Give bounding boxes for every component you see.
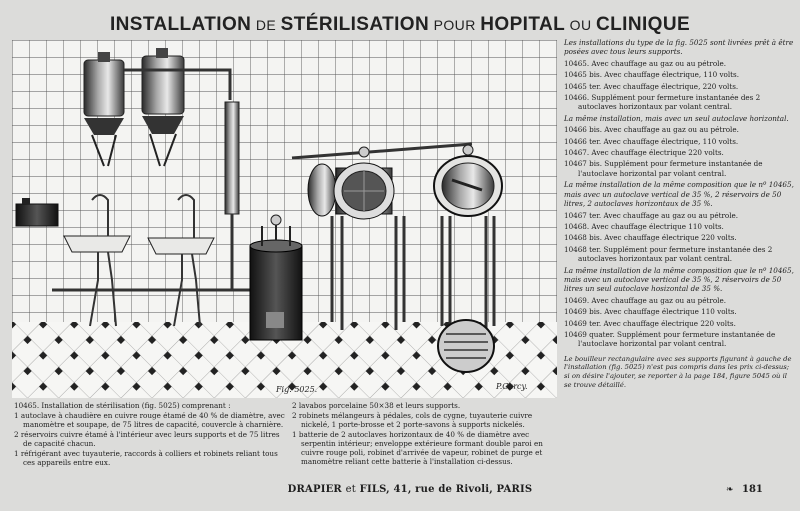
composition-heading: 10465. Installation de stérilisation (fig. 5025) comprenant :	[14, 401, 231, 410]
title-word: DE	[255, 17, 277, 33]
composition-list-left	[14, 401, 288, 468]
title-word: INSTALLATION	[109, 14, 252, 35]
footnote: Le bouilleur rectangulaire avec ses supports figurant à gauche de l'installation (fig. 5025) n'est pas compris dans les prix ci-dessus; si on désire l'ajouter, se reporter à la page 184, figure 5045 où il se trouve détaillé.	[564, 354, 792, 389]
list-item: 1 réfrigérant avec tuyauterie, raccords à colliers et robinets reliant tous ces appareils entre eux.	[14, 449, 278, 467]
publisher-address: FILS, 41, rue de Rivoli, PARIS	[359, 484, 533, 495]
section-lead: La même installation, mais avec un seul autoclave horizontal.	[564, 113, 789, 123]
list-item: 2 robinets mélangeurs à pédales, cols de cygne, tuyauterie cuivre nickelé, 1 porte-brosse et 2 porte-savons à supports nickelés.	[292, 411, 533, 429]
title-word: OU	[569, 17, 592, 33]
publisher-et: et	[345, 484, 356, 495]
list-item: 10469 bis. Avec chauffage électrique 110 volts.	[564, 307, 737, 317]
list-item: 10465. Avec chauffage au gaz ou au pétrole.	[564, 58, 726, 68]
engraver-signature: P.Carcy.	[496, 382, 528, 391]
sterilizer-tray	[438, 320, 494, 372]
section-lead: La même installation de la même composition que le nº 10465, mais avec un autoclave vertical de 35 %, 2 réservoirs de 50 litres un seul autoclave hosizontal de 35 %.	[564, 265, 794, 294]
list-item: 1 batterie de 2 autoclaves horizontaux de 40 % de diamètre avec serpentin intérieur; enveloppe extérieure formant double paroi en cuivre rouge poli, robinet d'arrivée de vapeur, robinet de purge et manomètre reliant cette batterie à l'installation ci-dessus.	[292, 430, 543, 466]
price-list-column	[564, 38, 794, 391]
title-word: STÉRILISATION	[280, 14, 430, 35]
list-item: 10469 quater. Supplément pour fermeture instantanée de l'autoclave horizontal par volant central.	[564, 329, 776, 349]
publisher-name: DRAPIER	[287, 484, 342, 495]
page-number: 181	[742, 484, 763, 495]
list-item: 10465 ter. Avec chauffage électrique, 220 volts.	[564, 81, 739, 91]
installation-illustration	[12, 40, 557, 398]
list-item: 10467. Avec chauffage électrique 220 volts.	[564, 148, 724, 158]
list-item: 10469. Avec chauffage au gaz ou au pétrole.	[564, 295, 726, 305]
title-word: POUR	[433, 17, 476, 33]
list-item: 10467 ter. Avec chauffage au gaz ou au pétrole.	[564, 210, 739, 220]
publisher-footer	[260, 484, 560, 495]
list-item: 10466 ter. Avec chauffage électrique, 110 volts.	[564, 136, 739, 146]
list-item: 10468. Avec chauffage électrique 110 volts.	[564, 221, 724, 231]
page-title	[0, 14, 800, 36]
list-item: 10467 bis. Supplément pour fermeture instantanée de l'autoclave horizontal par volant central.	[564, 159, 763, 178]
list-item: 10468 ter. Supplément pour fermeture instantanée des 2 autoclaves horizontaux par volant central.	[564, 244, 773, 264]
title-word: HOPITAL	[480, 14, 566, 35]
list-item: 2 réservoirs cuivre étamé à l'intérieur avec leurs supports et de 75 litres de capacité chacun.	[14, 430, 280, 448]
section-lead: La même installation de la même composition que le nº 10465, mais avec un autoclave vertical de 35 %, 2 réservoirs de 50 litres, 2 autoclaves horizontaux de 35 %.	[564, 180, 794, 209]
list-item: 10469 ter. Avec chauffage électrique 220 volts.	[564, 318, 736, 328]
list-item: 10466 bis. Avec chauffage au gaz ou au pétrole.	[564, 125, 739, 135]
list-item: 1 autoclave à chaudière en cuivre rouge étamé de 40 % de diamètre, avec manomètre et soupape, de 75 litres de capacité, couvercle à charnière.	[14, 411, 285, 429]
list-item: 2 lavabos porcelaine 50×38 et leurs supports.	[292, 401, 461, 410]
list-item: 10465 bis. Avec chauffage électrique, 110 volts.	[564, 70, 739, 80]
intro-text: Les installations du type de la fig. 5025 sont livrées prêt à être posées avec tous leurs supports.	[564, 38, 794, 57]
engraving-drawing	[12, 40, 557, 398]
ornament-icon: ❧	[726, 485, 734, 495]
title-word: CLINIQUE	[596, 14, 691, 35]
composition-list-right	[292, 401, 556, 467]
list-item: 10468 bis. Avec chauffage électrique 220 volts.	[564, 233, 737, 243]
figure-caption: Fig. 5025.	[276, 385, 318, 394]
list-item: 10466. Supplément pour fermeture instantanée des 2 autoclaves horizontaux par volant central.	[564, 93, 761, 112]
